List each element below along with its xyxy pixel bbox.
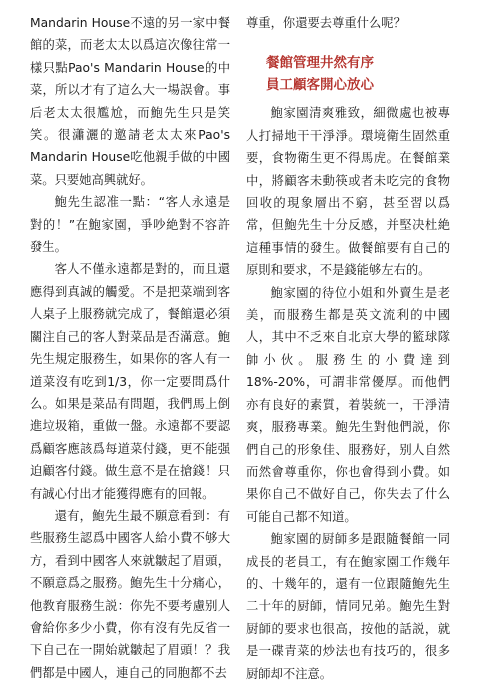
paragraph: 還有，鮑先生最不願意看到：有些服務生認爲中國客人給小費不够大方，看到中國客人來就皺起了眉頭，不願意爲之服務。鮑先生十分痛心，他教育服務生説：你先不要考慮别人會給你多少小費，你有沒有先反省一下自己在一開始就皺起了眉頭！？我們都是中國人，連自己的同胞都不去 <box>30 508 230 680</box>
paragraph: 鮑家園清爽雅致，細微處也被專人打掃地干干淨淨。環境衛生固然重要，食物衛生更不得馬虎。在餐館業中，將顧客未動筷或者未吃完的食物回收的現象層出不窮，甚至習以爲常，但鮑先生十分反感，并堅决杜絶這種事情的發生。做餐館要有自己的原則和要求，不是錢能够左右的。 <box>246 106 450 278</box>
paragraph: 鮑先生認准一點：“客人永遠是對的！”在鮑家園，爭吵絶對不容許發生。 <box>30 195 230 255</box>
section-heading-line-2: 員工顧客開心放心 <box>266 77 374 94</box>
paragraph: 鮑家園的厨師多是跟隨餐館一同成長的老員工，有在鮑家園工作幾年的、十幾年的，還有一位跟隨鮑先生二十年的厨師，情同兄弟。鮑先生對厨師的要求也很高，按他的話説，就是一碟青菜的炒法也有技巧的，很多厨師却不注意。 <box>246 532 450 681</box>
paragraph-continued: Mandarin House不遠的另一家中餐館的菜，而老太太以爲這次像往常一樣只點Pao's Mandarin House的中菜，所以才有了這么大一場誤會。事后老太太很尷尬，而鮑先生只是笑笑。很瀟灑的邀請老太太來Pao's Mandarin House吃他親手做的中國菜。只要她高興就好。 <box>30 16 230 187</box>
paragraph-continued: 尊重，你還要去尊重什么呢？ <box>246 16 406 30</box>
paragraph: 客人不僅永遠都是對的，而且還應得到真誠的觸愛。不是把菜端到客人桌子上服務就完成了，餐館還必須關注自己的客人對菜品是否滿意。鮑先生規定服務生，如果你的客人有一道菜沒有吃到1/3，你一定要問爲什么。如果是菜品有問題，我們馬上倒進垃圾箱，重做一盤。永遠都不要認爲顧客應該爲每道菜付錢，更不能强迫顧客付錢。做生意不是在搶錢！只有誠心付出才能獲得應有的回報。 <box>30 262 230 501</box>
section-heading <box>246 52 450 96</box>
paragraph: 鮑家園的待位小姐和外賣生是老美，而服務生都是英文流利的中國人，其中不乏來自北京大學的籃球隊帥小伙。服務生的小費達到18%-20%，可謂非常優厚。而他們亦有良好的素質，着裝統一，干淨清爽，服務專業。鮑先生對他們説，你們自己的形象佳、服務好，别人自然而然會尊重你，你也會得到小費。如果你自己不做好自己，你失去了什么可能自己都不知道。 <box>246 285 450 524</box>
right-column <box>246 12 450 685</box>
section-heading-line-1: 餐館管理井然有序 <box>266 55 374 72</box>
left-column <box>30 12 230 684</box>
